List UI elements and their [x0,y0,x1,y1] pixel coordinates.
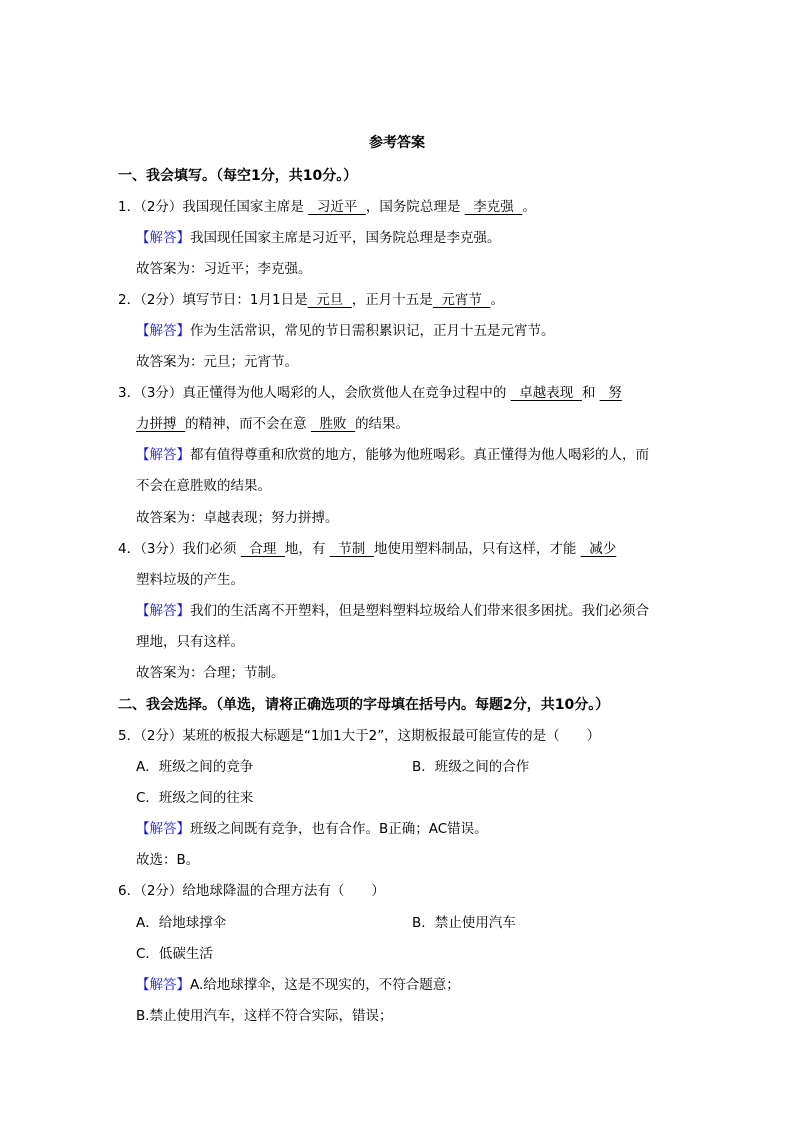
question-6-analysis-line-2: B.禁止使用汽车，这样不符合实际，错误； [136,1008,393,1024]
option-a: A．给地球撑伞 [136,915,227,931]
answer-blank: 胜败 [310,416,356,432]
question-4-line-2: 塑料垃圾的产生。 [136,572,244,588]
question-2-answer: 故答案为：元旦；元宵节。 [136,354,298,370]
question-4: 4．（3分）我们必须 合理 地，有 节制 地使用塑料制品，只有这样，才能 减少 [118,541,617,557]
question-5-answer: 故选：B。 [136,852,200,868]
question-3-answer: 故答案为：卓越表现；努力拼搏。 [136,510,339,526]
answer-blank: 元旦 [307,292,352,308]
option-a: A．班级之间的竞争 [136,759,254,775]
question-1-analysis: 【解答】我国现任国家主席是习近平，国务院总理是李克强。 [136,230,501,246]
question-3-analysis: 【解答】都有值得尊重和欣赏的地方，能够为他班喝彩。真正懂得为他人喝彩的人，而 [136,447,649,463]
question-1: 1．（2分）我国现任国家主席是 习近平 ，国务院总理是 李克强 。 [118,199,536,215]
question-1-answer: 故答案为：习近平；李克强。 [136,261,312,277]
answer-blank: 李克强 [464,199,523,215]
answer-blank: 努 [599,385,622,401]
option-c: C．班级之间的往来 [136,790,254,806]
question-3: 3．（3分）真正懂得为他人喝彩的人，会欣赏他人在竞争过程中的 卓越表现 和 努 [118,385,622,401]
option-c: C．低碳生活 [136,946,213,962]
question-6-options-row [136,913,696,933]
option-b: B．禁止使用汽车 [412,915,516,931]
option-b: B．班级之间的合作 [412,759,530,775]
page-title: 参考答案 [369,135,425,151]
answer-tag: 【解答】 [136,603,190,619]
answer-tag: 【解答】 [136,230,190,246]
answer-tag: 【解答】 [136,323,190,339]
answer-tag: 【解答】 [136,821,190,837]
answer-blank: 合理 [240,541,285,557]
answer-blank: 元宵节 [432,292,491,308]
answer-tag: 【解答】 [136,447,190,463]
question-3-analysis-line-2: 不会在意胜败的结果。 [136,478,271,494]
answer-blank: 力拼搏 [136,416,186,432]
answer-blank: 习近平 [308,199,366,215]
question-4-analysis: 【解答】我们的生活离不开塑料，但是塑料塑料垃圾给人们带来很多困扰。我们必须合 [136,603,649,619]
question-5: 5．（2分）某班的板报大标题是“1加1大于2”，这期板报最可能宣传的是（ ） [118,728,601,744]
question-2: 2．（2分）填写节日：1月1日是 元旦 ，正月十五是 元宵节 。 [118,292,504,308]
answer-blank: 节制 [329,541,374,557]
answer-blank: 减少 [580,541,617,557]
section-heading-1: 一、我会填写。（每空1分，共10分。） [118,168,358,184]
question-5-analysis: 【解答】班级之间既有竞争，也有合作。B正确；AC错误。 [136,821,488,837]
question-4-answer: 故答案为：合理；节制。 [136,665,285,681]
section-heading-2: 二、我会选择。（单选，请将正确选项的字母填在括号内。每题2分，共10分。） [118,697,610,713]
question-5-options-row [136,757,696,777]
question-4-analysis-line-2: 理地，只有这样。 [136,634,244,650]
question-6-analysis: 【解答】A.给地球撑伞，这是不现实的，不符合题意； [136,977,460,993]
question-2-analysis: 【解答】作为生活常识，常见的节日需积累识记，正月十五是元宵节。 [136,323,555,339]
question-6: 6．（2分）给地球降温的合理方法有（ ） [118,883,385,899]
answer-tag: 【解答】 [136,977,190,993]
answer-blank: 卓越表现 [510,385,582,401]
question-3-line-2: 力拼搏 的精神，而不会在意 胜败 的结果。 [136,416,410,432]
